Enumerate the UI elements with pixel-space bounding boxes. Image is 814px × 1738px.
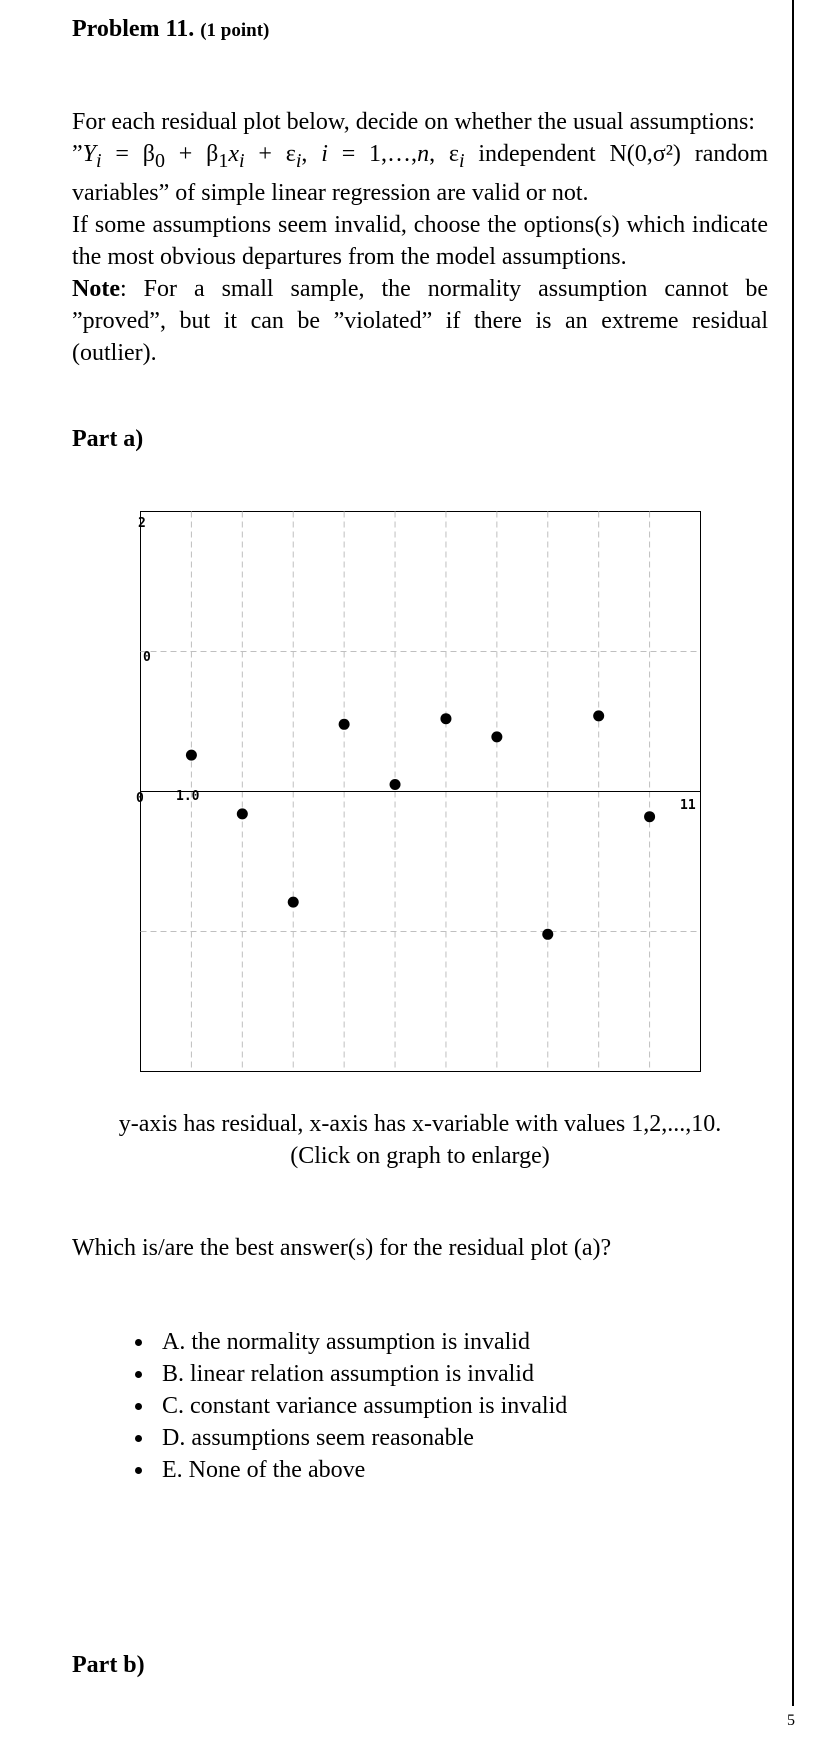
caption-axes: y-axis has residual, x-axis has x-variable with values 1,2,...,10. [118,1111,722,1137]
residual-point [491,731,502,742]
option-e[interactable]: E. None of the above [130,1454,567,1486]
option-c[interactable]: C. constant variance assumption is invalid [130,1390,567,1422]
residual-point [440,713,451,724]
residual-point [237,808,248,819]
y-tick-top: 2 [138,516,146,531]
model-equation-line: $”Y_i = \beta_0 + \beta_1x_i + \varepsilon_i$, i = 1,…,n, $\varepsilon_i$ independent N(0,σ²) random variables” of simple linear regression are valid or not. [72,141,769,206]
part-a-title: Part a) [72,426,144,452]
question-text: Which is/are the best answer(s) for the residual plot (a)? [72,1235,612,1261]
note-label: Note [72,275,120,302]
residual-point [644,811,655,822]
x-tick-first: 1.0 [176,789,200,804]
residual-point [339,719,350,730]
residual-point [542,929,553,940]
residual-point [288,897,299,908]
note-paragraph [72,273,768,369]
problem-points: (1 point) [200,20,270,41]
residual-point [593,710,604,721]
plot-caption [60,1108,780,1172]
problem-intro [72,106,768,369]
option-d[interactable]: D. assumptions seem reasonable [130,1422,567,1454]
caption-enlarge[interactable]: (Click on graph to enlarge) [290,1143,550,1169]
residual-point [390,779,401,790]
problem-heading [72,16,269,43]
x-tick-last: 11 [680,798,696,813]
axis-origin-tick: 0 [136,791,144,806]
option-a[interactable]: A. the normality assumption is invalid [130,1326,567,1358]
note-text: : For a small sample, the normality assumption cannot be ”proved”, but it can be ”violated” if there is an extreme residual (outlier). [72,275,768,366]
option-b[interactable]: B. linear relation assumption is invalid [130,1358,567,1390]
page-number: 5 [787,1712,795,1729]
problem-title: Problem 11. [72,16,195,42]
answer-options [130,1326,567,1486]
page-right-rule [792,0,794,1706]
residual-point [186,750,197,761]
intro-line-3: If some assumptions seem invalid, choose the options(s) which indicate the most obvious departures from the model assumptions. [72,211,768,270]
y-tick-mid: 0 [143,650,151,665]
residual-plot[interactable] [136,511,702,1073]
intro-line-1: For each residual plot below, decide on whether the usual assumptions: [72,109,755,135]
part-b-title: Part b) [72,1652,145,1678]
